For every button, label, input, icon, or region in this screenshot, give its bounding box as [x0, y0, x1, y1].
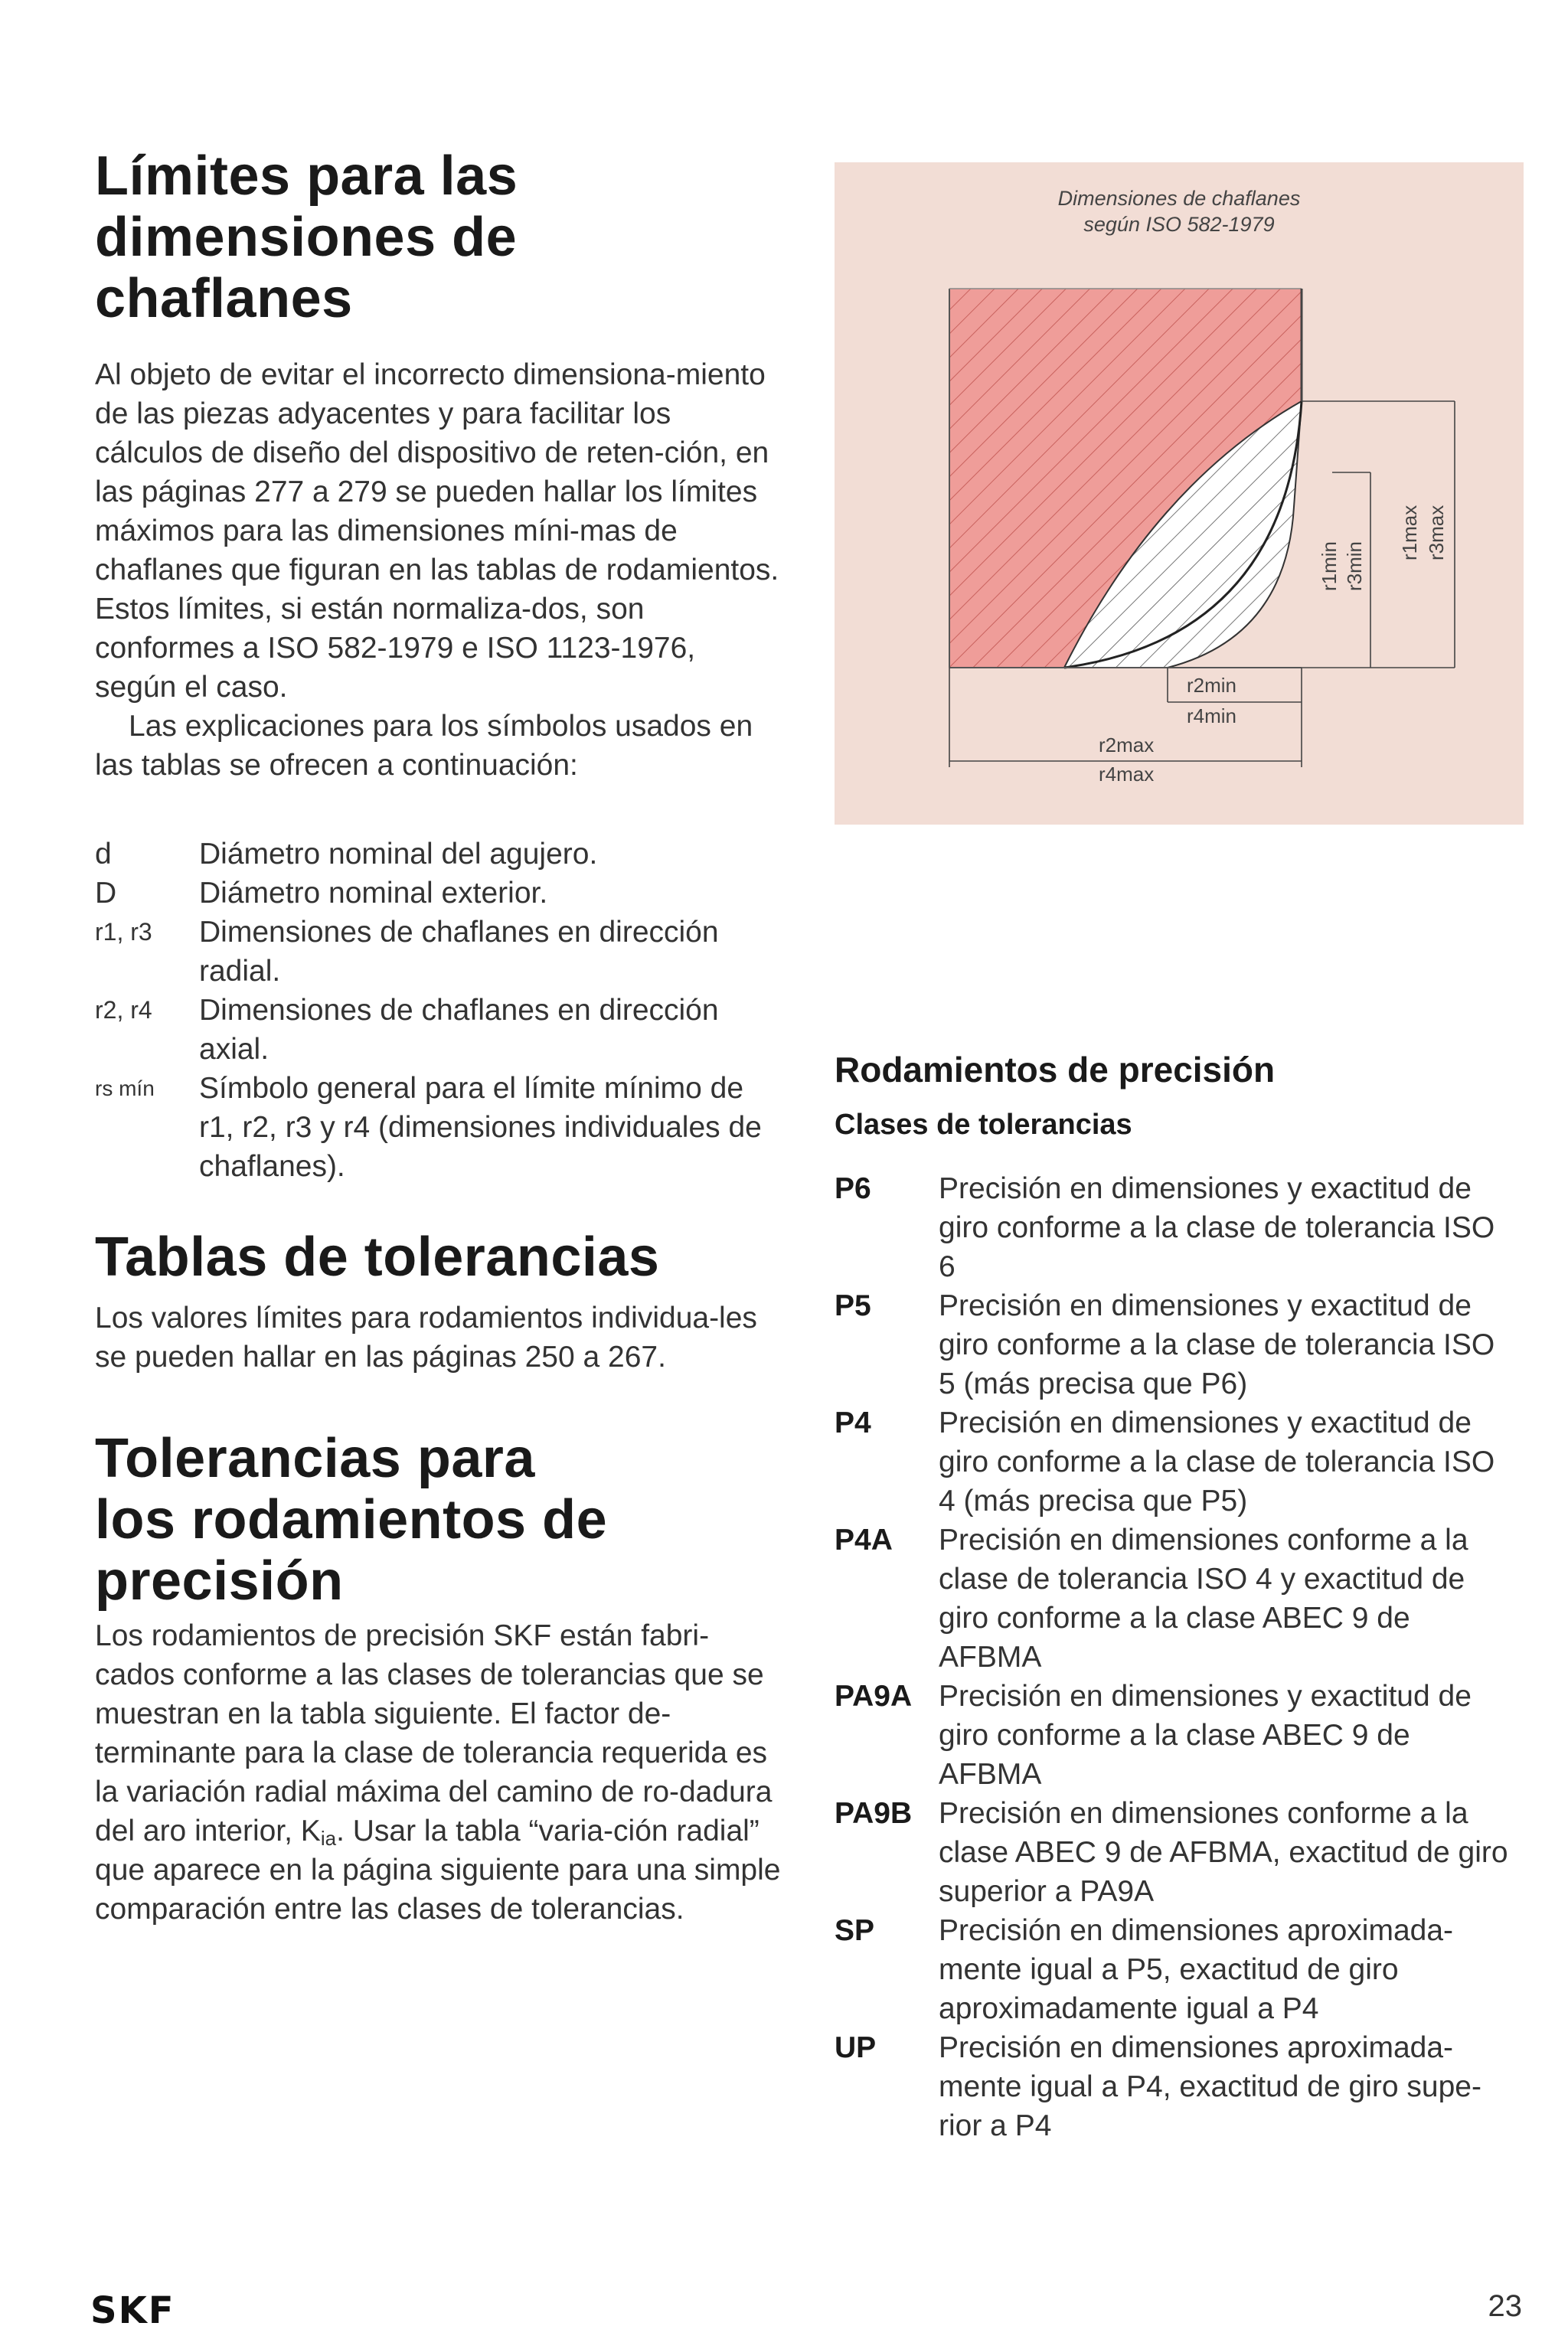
- chamfer-figure: [835, 162, 1524, 825]
- symbol-list: [95, 835, 784, 1186]
- class-row: [835, 2028, 1508, 2145]
- symbol-desc: Dimensiones de chaflanes en dirección axial.: [199, 994, 719, 1066]
- precision-title-line: precisión: [95, 1550, 344, 1612]
- precision-bearings-subtitle: Clases de tolerancias: [835, 1109, 1132, 1141]
- precision-tolerances-section: [95, 1428, 784, 1929]
- symbol-row: [95, 874, 784, 913]
- class-desc: Precisión en dimensiones y exactitud de giro conforme a la clase ABEC 9 de AFBMA: [939, 1680, 1472, 1791]
- symbol-key: D: [95, 877, 117, 910]
- class-key: SP: [835, 1914, 875, 1947]
- symbol-key: r2, r4: [95, 996, 152, 1024]
- chamfer-title: [95, 145, 784, 329]
- figure-caption-line: según ISO 582-1979: [1083, 213, 1275, 236]
- class-desc: Precisión en dimensiones y exactitud de giro conforme a la clase de tolerancia ISO 5 (más precisa que P6): [939, 1289, 1495, 1400]
- class-desc: Precisión en dimensiones conforme a la clase ABEC 9 de AFBMA, exactitud de giro superior a PA9A: [939, 1797, 1508, 1908]
- figure-caption-line: Dimensiones de chaflanes: [1057, 187, 1301, 210]
- class-desc: Precisión en dimensiones conforme a la clase de tolerancia ISO 4 y exactitud de giro conforme a la clase ABEC 9 de AFBMA: [939, 1524, 1468, 1674]
- label-r3max: r3max: [1425, 505, 1448, 560]
- class-key: P6: [835, 1172, 871, 1205]
- class-key: P4: [835, 1406, 871, 1439]
- class-row: [835, 1286, 1508, 1403]
- precision-tolerances-title: [95, 1428, 784, 1612]
- tolerance-tables-title: Tablas de tolerancias: [95, 1227, 660, 1288]
- class-key: UP: [835, 2031, 877, 2064]
- class-key: P4A: [835, 1524, 893, 1557]
- skf-logo: SKF: [90, 2289, 175, 2332]
- symbol-key: r1, r3: [95, 918, 152, 946]
- precision-title-line: los rodamientos de: [95, 1489, 608, 1550]
- symbol-row: [95, 1069, 784, 1186]
- chamfer-paragraph-1: Al objeto de evitar el incorrecto dimensiona-miento de las piezas adyacentes y para facilitar los cálculos de diseño del dispositivo de reten-ción, en las páginas 277 a 279 se pueden hallar los límites máximos para las dimensiones míni-mas de chaflanes que figuran en las tablas de rodamientos. Estos límites, si están normaliza-dos, son conformes a ISO 582-1979 e ISO 1123-1976, según el caso.: [95, 358, 779, 704]
- label-r1max: r1max: [1398, 505, 1421, 560]
- precision-title-line: Tolerancias para: [95, 1428, 535, 1489]
- tolerance-classes-list: [835, 1169, 1508, 2145]
- chamfer-title-line: dimensiones de: [95, 207, 518, 268]
- class-key: PA9A: [835, 1680, 913, 1713]
- precision-tolerances-text: [95, 1616, 784, 1929]
- label-r2max: r2max: [1099, 733, 1155, 756]
- symbol-row: [95, 835, 784, 874]
- class-desc: Precisión en dimensiones aproximada-mente igual a P4, exactitud de giro supe-rior a P4: [939, 2031, 1481, 2142]
- precision-bearings-title: Rodamientos de precisión: [835, 1050, 1276, 1090]
- label-r3min: r3min: [1343, 541, 1366, 591]
- chamfer-title-line: Límites para las: [95, 145, 518, 207]
- chamfer-diagram: [835, 162, 1524, 825]
- symbol-desc: Diámetro nominal del agujero.: [199, 838, 598, 871]
- label-r4max: r4max: [1099, 763, 1155, 786]
- symbol-key: rs mín: [95, 1076, 155, 1100]
- class-row: [835, 1911, 1508, 2028]
- class-key: P5: [835, 1289, 871, 1322]
- chamfer-paragraph-2: Las explicaciones para los símbolos usados en las tablas se ofrecen a continuación:: [95, 710, 753, 782]
- precision-text-sub: ia: [320, 1827, 337, 1850]
- tolerance-tables-text: Los valores límites para rodamientos individua-les se pueden hallar en las páginas 250 a 267.: [95, 1302, 757, 1374]
- class-row: [835, 1677, 1508, 1794]
- symbol-desc: Diámetro nominal exterior.: [199, 877, 548, 910]
- page-number: 23: [1488, 2289, 1522, 2323]
- precision-bearings-section: [835, 1049, 1508, 2145]
- left-column: [95, 145, 784, 785]
- class-key: PA9B: [835, 1797, 913, 1830]
- class-desc: Precisión en dimensiones y exactitud de giro conforme a la clase de tolerancia ISO 4 (más precisa que P5): [939, 1406, 1495, 1518]
- precision-text-a: Los rodamientos de precisión SKF están fabri-cados conforme a las clases de tolerancias que se muestran en la tabla siguiente. El factor de-terminante para la clase de tolerancia requerida es la variación radial máxima del camino de ro-dadura del aro interior, K: [95, 1619, 773, 1848]
- label-r4min: r4min: [1187, 704, 1237, 727]
- class-row: [835, 1169, 1508, 1286]
- symbol-key: d: [95, 838, 112, 871]
- tolerance-tables-section: [95, 1227, 784, 1377]
- chamfer-title-line: chaflanes: [95, 268, 353, 329]
- class-row: [835, 1403, 1508, 1521]
- symbol-row: [95, 991, 784, 1069]
- symbol-desc: Símbolo general para el límite mínimo de r1, r2, r3 y r4 (dimensiones individuales de chaflanes).: [199, 1072, 762, 1183]
- label-r2min: r2min: [1187, 674, 1237, 697]
- class-desc: Precisión en dimensiones aproximada-mente igual a P5, exactitud de giro aproximadamente igual a P4: [939, 1914, 1454, 2025]
- precision-text-b: . Usar la tabla “varia-ción radial” que aparece en la página siguiente para una simple comparación entre las clases de tolerancias.: [95, 1815, 781, 1926]
- class-row: [835, 1794, 1508, 1911]
- symbol-row: [95, 913, 784, 991]
- class-row: [835, 1521, 1508, 1677]
- class-desc: Precisión en dimensiones y exactitud de giro conforme a la clase de tolerancia ISO 6: [939, 1172, 1495, 1283]
- symbol-desc: Dimensiones de chaflanes en dirección radial.: [199, 916, 719, 988]
- label-r1min: r1min: [1318, 541, 1341, 591]
